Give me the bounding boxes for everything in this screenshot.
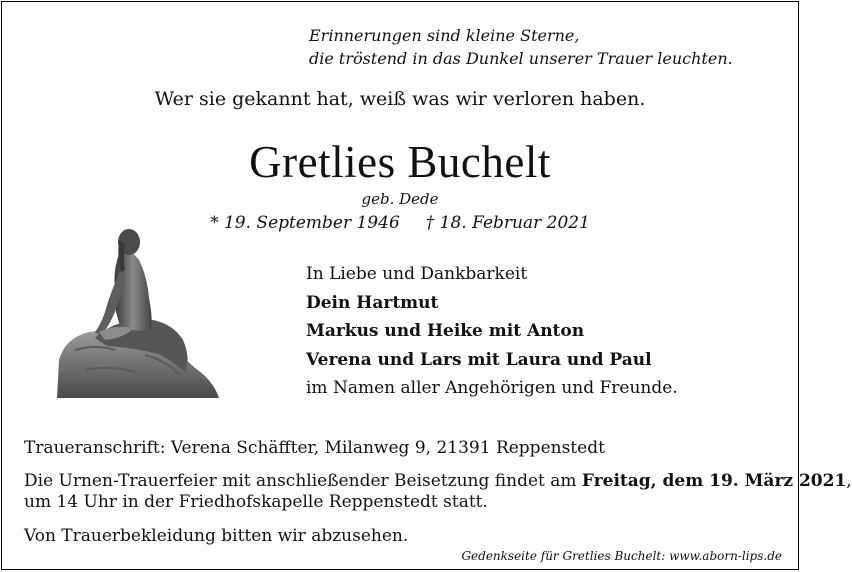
ceremony-comma: , (846, 471, 852, 491)
mourner-name: Verena und Lars mit Laura und Paul (306, 349, 652, 370)
mourners-closing: im Namen aller Angehörigen und Freunde. (306, 378, 678, 398)
birth-date: * 19. September 1946 (210, 213, 400, 233)
attire-request: Von Trauerbekleidung bitten wir abzusehen. (24, 526, 409, 546)
mourners-block (306, 260, 678, 403)
motto-line-1: Erinnerungen sind kleine Sterne, (309, 26, 580, 45)
mourner-name: Markus und Heike mit Anton (306, 321, 585, 341)
deceased-name: Gretlies Buchelt (249, 137, 551, 187)
birth-name: geb. Dede (361, 190, 439, 208)
mermaid-statue-photo (55, 220, 221, 398)
mourning-address: Traueranschrift: Verena Schäffter, Milanweg 9, 21391 Reppenstedt (24, 438, 605, 458)
ceremony-date: Freitag, dem 19. März 2021 (581, 471, 847, 491)
mourners-intro: In Liebe und Dankbarkeit (306, 264, 528, 284)
ceremony-text: Die Urnen-Trauerfeier mit anschließender Beisetzung findet am (24, 471, 582, 491)
death-date: † 18. Februar 2021 (425, 213, 590, 233)
motto-poem (309, 24, 733, 70)
ceremony-time-place: um 14 Uhr in der Friedhofskapelle Reppenstedt statt. (24, 492, 488, 512)
motto-line-2: die tröstend in das Dunkel unserer Trauer leuchten. (309, 49, 733, 68)
obituary-notice (1, 1, 852, 570)
mourner-name: Dein Hartmut (306, 292, 439, 313)
quote-line: Wer sie gekannt hat, weiß was wir verloren haben. (154, 88, 646, 110)
ceremony-info (24, 471, 852, 513)
memorial-page-link[interactable]: Gedenkseite für Gretlies Buchelt: www.aborn-lips.de (461, 549, 782, 563)
